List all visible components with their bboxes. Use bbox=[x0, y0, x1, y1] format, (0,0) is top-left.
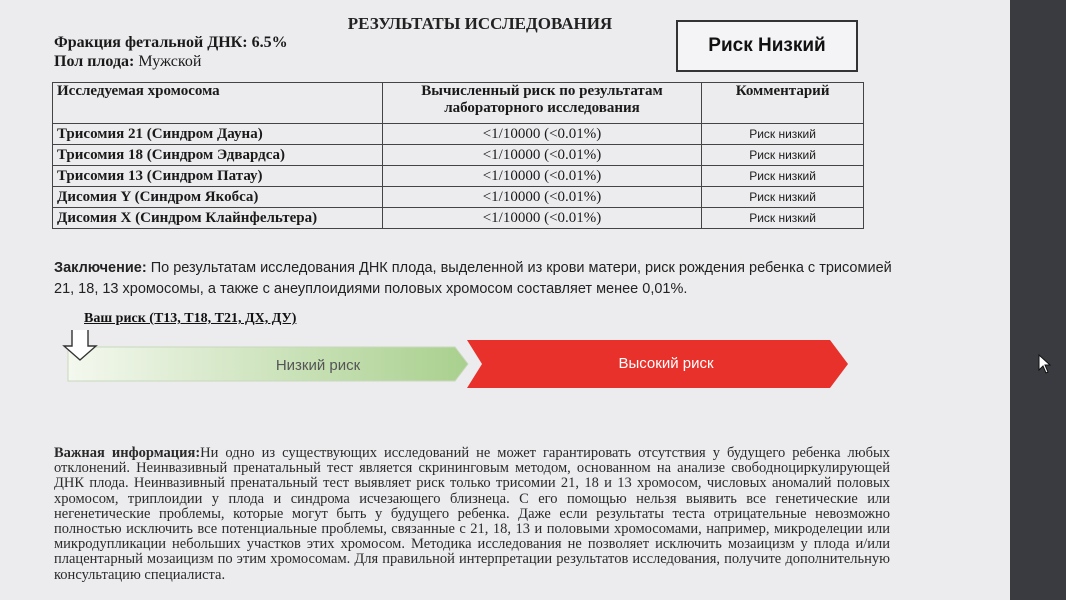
low-risk-label: Низкий риск bbox=[275, 357, 361, 374]
fetal-fraction-value: 6.5% bbox=[251, 34, 288, 51]
report-title: РЕЗУЛЬТАТЫ ИССЛЕДОВАНИЯ bbox=[347, 14, 613, 33]
conclusion-text: По результатам исследования ДНК плода, выделенной из крови матери, риск рождения ребенка с трисомией 21, 18, 13 хромосомы, а также с анеуплоидиями половых хромосом составляет менее 0,01%. bbox=[54, 260, 892, 297]
important-info-label: Важная информация: bbox=[54, 445, 201, 461]
row-risk: <1/10000 (<0.01%) bbox=[382, 145, 701, 166]
fetal-sex-value: Мужской bbox=[138, 53, 202, 70]
important-info-text: Ни одно из существующих исследований не может гарантировать отсутствия у будущего ребенка любых отклонений. Неинвазивный пренатальный тест является скрининговым методом, основанном на анализе свободноциркулирующей ДНК плода. Неинвазивный пренатальный тест выявляет риск только трисомии 21, 18 и 13 хромосом, числовых аномалий половых хромосом, триплоидии у плода и синдрома исчезающего близнеца. С его помощью нельзя выявить все генетические или негенетические проблемы, которые могут быть у будущего ребенка. Даже если результаты теста отрицательные невозможно полностью исключить все потенциальные проблемы, связанные с 21, 18, 13 и половыми хромосомами, например, микроделеции или микродупликации небольших участков этих хромосом. Методика исследования не позволяет исключить мозаицизм у плода и/или плацентарный мозаицизм по этим хромосомам. Для правильной интерпретации результатов исследования, получите дополнительную консультацию специалиста. bbox=[54, 445, 890, 583]
table-row bbox=[53, 208, 864, 229]
col-header-chromosome: Исследуемая хромосома bbox=[53, 83, 383, 124]
fetal-fraction bbox=[54, 34, 288, 52]
row-risk: <1/10000 (<0.01%) bbox=[382, 166, 701, 187]
table-row bbox=[53, 145, 864, 166]
row-comment: Риск низкий bbox=[702, 145, 864, 166]
fetal-sex bbox=[54, 53, 201, 71]
table-row bbox=[53, 187, 864, 208]
risk-summary-box: Риск Низкий bbox=[676, 20, 858, 72]
table-header-row bbox=[53, 83, 864, 124]
row-comment: Риск низкий bbox=[702, 124, 864, 145]
conclusion-label: Заключение: bbox=[54, 260, 147, 276]
row-comment: Риск низкий bbox=[702, 166, 864, 187]
risk-scale bbox=[0, 330, 1010, 390]
row-chromosome: Дисомия Y (Синдром Якобса) bbox=[53, 187, 383, 208]
row-chromosome: Дисомия X (Синдром Клайнфельтера) bbox=[53, 208, 383, 229]
important-info bbox=[54, 446, 890, 583]
table-row bbox=[53, 124, 864, 145]
low-risk-arrow bbox=[68, 347, 468, 381]
row-chromosome: Трисомия 13 (Синдром Патау) bbox=[53, 166, 383, 187]
mouse-cursor-icon bbox=[1038, 354, 1052, 374]
col-header-risk: Вычисленный риск по результатам лабораторного исследования bbox=[382, 83, 701, 124]
row-chromosome: Трисомия 21 (Синдром Дауна) bbox=[53, 124, 383, 145]
row-comment: Риск низкий bbox=[702, 187, 864, 208]
conclusion bbox=[54, 258, 894, 300]
fetal-sex-label: Пол плода: bbox=[54, 53, 135, 70]
your-risk-label: Ваш риск (Т13, Т18, Т21, ДХ, ДУ) bbox=[84, 311, 297, 326]
row-risk: <1/10000 (<0.01%) bbox=[382, 124, 701, 145]
table-row bbox=[53, 166, 864, 187]
row-chromosome: Трисомия 18 (Синдром Эдвардса) bbox=[53, 145, 383, 166]
row-risk: <1/10000 (<0.01%) bbox=[382, 187, 701, 208]
screen-edge bbox=[1010, 0, 1066, 600]
results-table bbox=[52, 82, 864, 229]
high-risk-label: Высокий риск bbox=[618, 355, 714, 372]
fetal-fraction-label: Фракция фетальной ДНК: bbox=[54, 34, 248, 51]
row-risk: <1/10000 (<0.01%) bbox=[382, 208, 701, 229]
row-comment: Риск низкий bbox=[702, 208, 864, 229]
col-header-comment: Комментарий bbox=[702, 83, 864, 124]
